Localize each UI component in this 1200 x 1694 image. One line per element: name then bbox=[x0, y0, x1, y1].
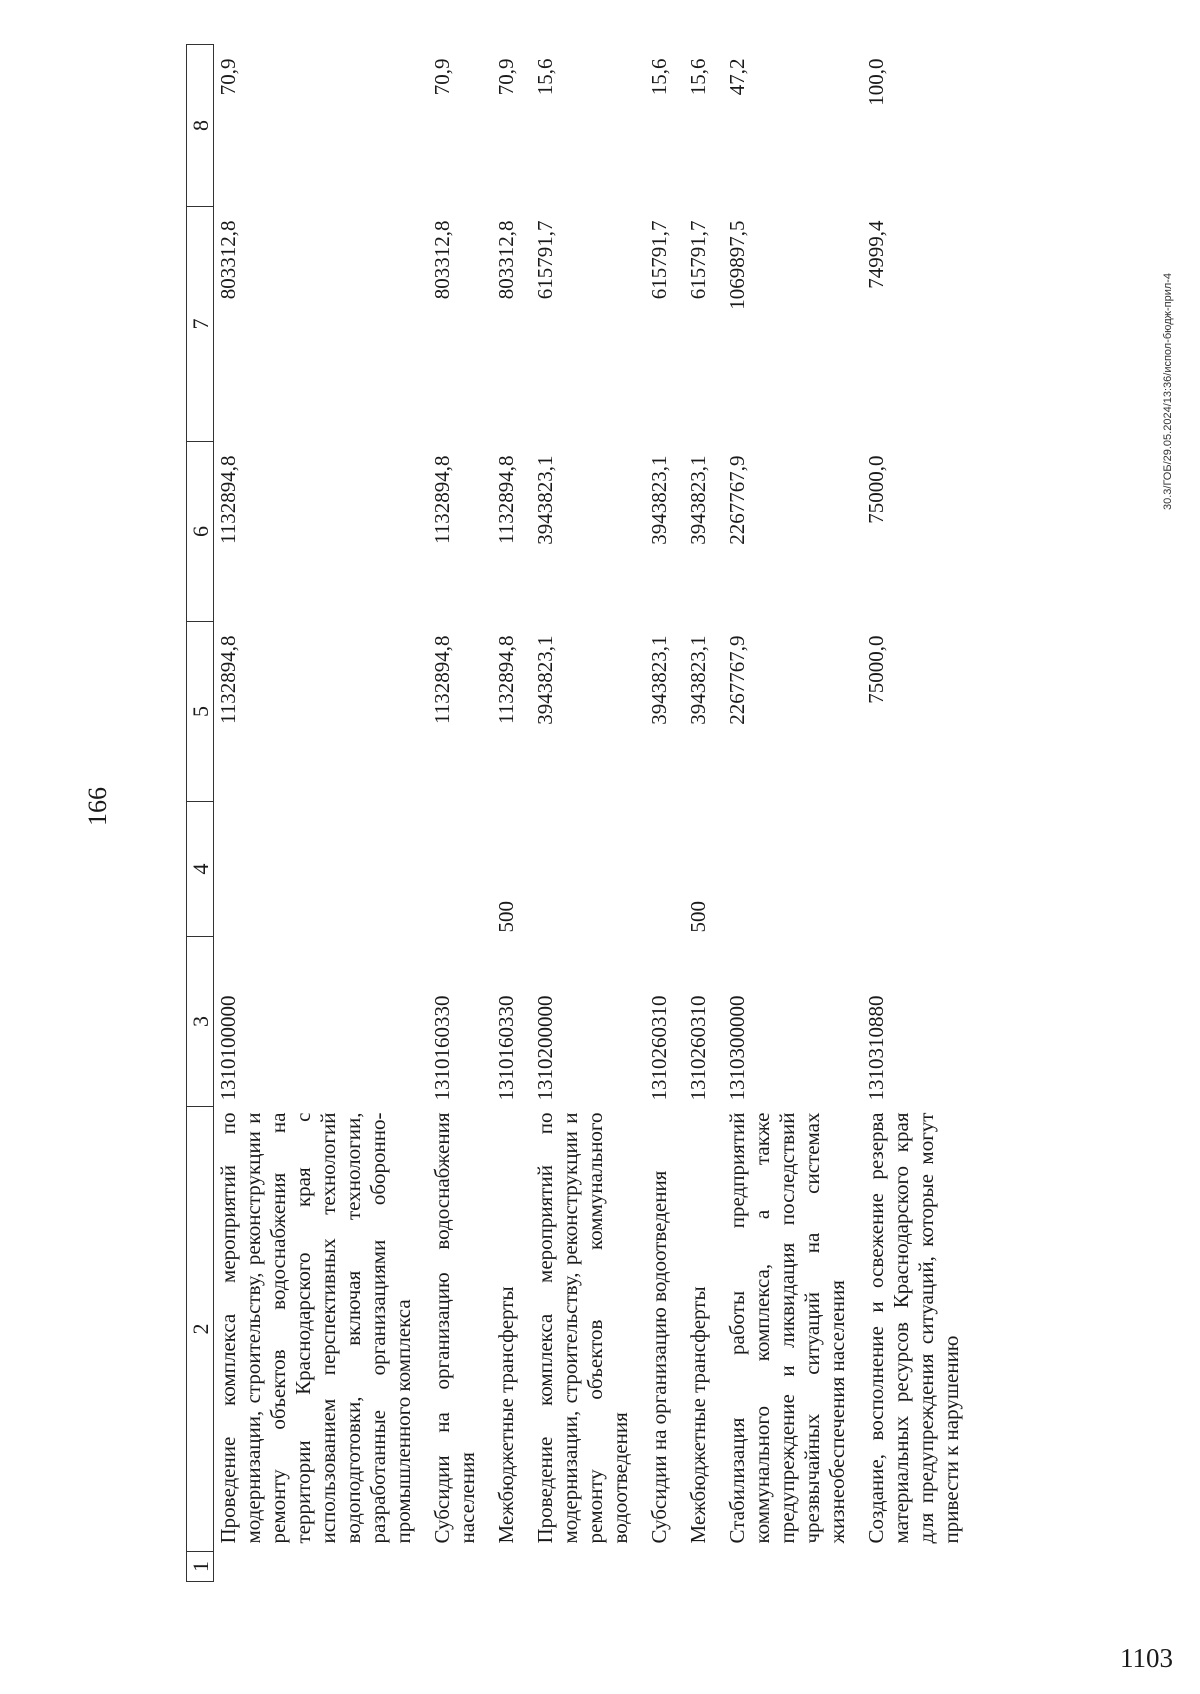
header-row bbox=[187, 45, 214, 1582]
target-code: 1310160330 bbox=[494, 995, 518, 1101]
amount-col-5: 1132894,8 bbox=[494, 635, 518, 724]
table-row bbox=[645, 45, 684, 1582]
table-row bbox=[531, 45, 645, 1582]
amount-col-7: 615791,7 bbox=[686, 220, 710, 300]
target-code: 1310260310 bbox=[686, 995, 710, 1101]
expense-type bbox=[862, 802, 964, 937]
page-number: 166 bbox=[83, 787, 112, 826]
sheet-number: 1103 bbox=[1120, 1643, 1173, 1673]
percent-col-8: 15,6 bbox=[647, 58, 671, 96]
file-stamp: 30.3/ГОБ/29.05.2024/13:36/испол-бюдж-прил-4 bbox=[1162, 272, 1174, 510]
amount-col-5: 1132894,8 bbox=[430, 635, 454, 724]
header-col-2: 2 bbox=[187, 1107, 214, 1552]
row-description: Проведение комплекса мероприятий по модернизации, строительству, реконструкции и ремонту объектов коммунального водоотведения bbox=[533, 1112, 632, 1544]
target-code: 1310300000 bbox=[725, 995, 749, 1101]
amount-col-5: 75000,0 bbox=[864, 635, 888, 704]
amount-col-6: 1132894,8 bbox=[216, 455, 240, 544]
table-row bbox=[214, 45, 429, 1582]
amount-col-7: 803312,8 bbox=[494, 220, 518, 300]
header-col-4: 4 bbox=[187, 802, 214, 937]
expense-type bbox=[214, 802, 429, 937]
percent-col-8: 15,6 bbox=[533, 58, 557, 96]
amount-col-6: 2267767,9 bbox=[725, 455, 749, 545]
target-code: 1310310880 bbox=[864, 995, 888, 1101]
expense-type bbox=[723, 802, 862, 937]
amount-col-6: 3943823,1 bbox=[686, 455, 710, 545]
amount-col-7: 803312,8 bbox=[216, 220, 240, 300]
amount-col-5: 3943823,1 bbox=[647, 635, 671, 725]
percent-col-8: 70,9 bbox=[430, 58, 454, 96]
percent-col-8: 70,9 bbox=[216, 58, 240, 96]
amount-col-5: 3943823,1 bbox=[533, 635, 557, 725]
row-description: Создание, восполнение и освежение резерва материальных ресурсов Краснодарского края для предупреждения ситуаций, которые могут привести к нарушению bbox=[864, 1112, 963, 1544]
target-code: 1310260310 bbox=[647, 995, 671, 1101]
budget-table bbox=[186, 44, 964, 1582]
expense-type: 500 bbox=[686, 901, 710, 933]
percent-col-8: 100,0 bbox=[864, 58, 888, 106]
amount-col-7: 1069897,5 bbox=[725, 220, 749, 310]
table-row bbox=[723, 45, 862, 1582]
header-col-6: 6 bbox=[187, 442, 214, 622]
amount-col-7: 615791,7 bbox=[533, 220, 557, 300]
header-col-8: 8 bbox=[187, 45, 214, 207]
percent-col-8: 47,2 bbox=[725, 58, 749, 96]
row-description: Субсидии на организацию водоотведения bbox=[647, 1170, 671, 1544]
row-description: Межбюджетные трансферты bbox=[494, 1286, 518, 1544]
amount-col-6: 1132894,8 bbox=[430, 455, 454, 544]
amount-col-7: 803312,8 bbox=[430, 220, 454, 300]
table-row bbox=[492, 45, 531, 1582]
row-description: Субсидии на организацию водоснабжения населения bbox=[430, 1112, 479, 1544]
amount-col-6: 3943823,1 bbox=[647, 455, 671, 545]
amount-col-6: 75000,0 bbox=[864, 455, 888, 524]
amount-col-7: 74999,4 bbox=[864, 220, 888, 289]
expense-type bbox=[531, 802, 645, 937]
percent-col-8: 15,6 bbox=[686, 58, 710, 96]
amount-col-7: 615791,7 bbox=[647, 220, 671, 300]
target-code: 1310160330 bbox=[430, 995, 454, 1101]
row-description: Проведение комплекса мероприятий по модернизации, строительству, реконструкции и ремонту объектов водоснабжения на территории Краснодарского края с использованием перспективных технологий водоподготовки, включая технологии, разработанные организациями оборонно-промышленного комплекса bbox=[216, 1112, 415, 1544]
amount-col-6: 3943823,1 bbox=[533, 455, 557, 545]
table-row bbox=[428, 45, 492, 1582]
amount-col-6: 1132894,8 bbox=[494, 455, 518, 544]
target-code: 1310200000 bbox=[533, 995, 557, 1101]
header-col-7: 7 bbox=[187, 207, 214, 442]
row-description: Стабилизация работы предприятий коммунального комплекса, а также предупреждение и ликвидация последствий чрезвычайных ситуаций на системах жизнеобеспечения населения bbox=[725, 1112, 849, 1544]
table-row bbox=[862, 45, 964, 1582]
percent-col-8: 70,9 bbox=[494, 58, 518, 96]
target-code: 1310100000 bbox=[216, 995, 240, 1101]
header-col-3: 3 bbox=[187, 937, 214, 1107]
expense-type bbox=[428, 802, 492, 937]
amount-col-5: 3943823,1 bbox=[686, 635, 710, 725]
expense-type: 500 bbox=[494, 901, 518, 933]
row-description: Межбюджетные трансферты bbox=[686, 1286, 710, 1544]
expense-type bbox=[645, 802, 684, 937]
amount-col-5: 2267767,9 bbox=[725, 635, 749, 725]
table-row bbox=[684, 45, 723, 1582]
header-col-5: 5 bbox=[187, 622, 214, 802]
header-col-1: 1 bbox=[187, 1552, 214, 1582]
amount-col-5: 1132894,8 bbox=[216, 635, 240, 724]
